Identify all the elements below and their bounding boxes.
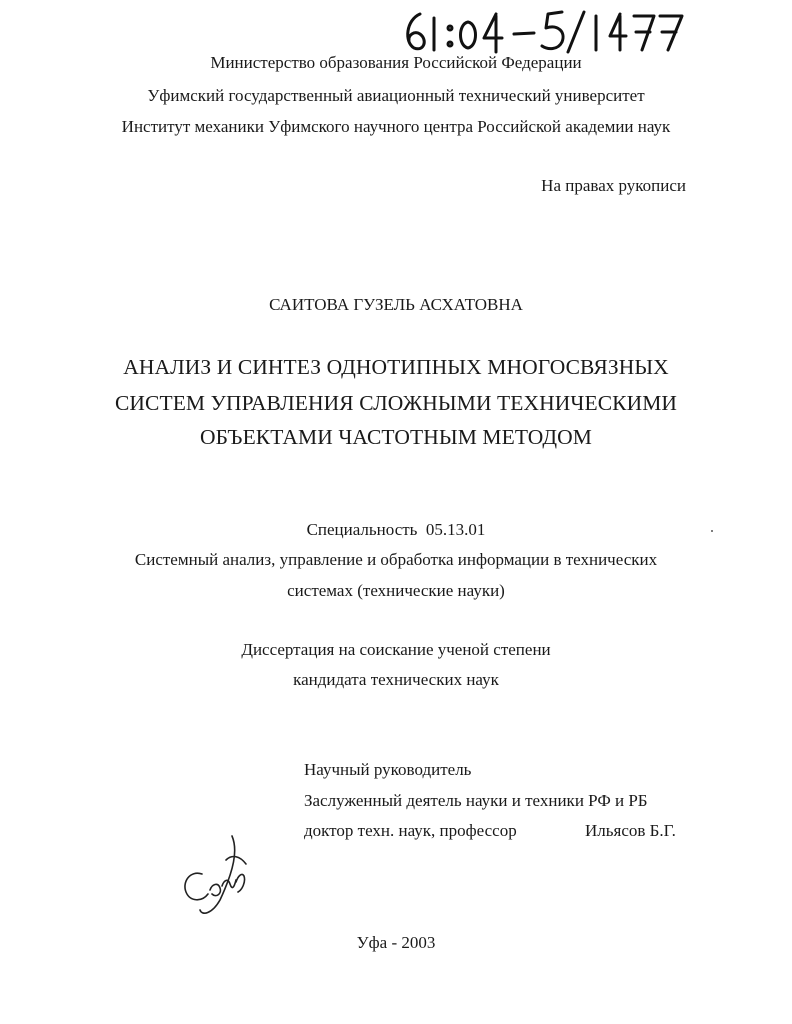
dissertation-title-line-3: ОБЪЕКТАМИ ЧАСТОТНЫМ МЕТОДОМ <box>200 425 592 449</box>
specialty-line <box>0 520 792 540</box>
university-line: Уфимский государственный авиационный технический университет <box>147 86 645 105</box>
supervisor-degree: доктор техн. наук, профессор <box>304 821 517 840</box>
supervisor-heading: Научный руководитель <box>304 760 472 779</box>
supervisor-name: Ильясов Б.Г. <box>585 821 676 840</box>
handwritten-archive-number <box>398 6 698 56</box>
specialty-code: 05.13.01 <box>425 520 486 539</box>
manuscript-rights: На правах рукописи <box>541 176 686 195</box>
specialty-label: Специальность <box>306 520 418 539</box>
scan-speck <box>711 530 713 532</box>
specialty-description-2: системах (технические науки) <box>287 581 505 600</box>
institute-line: Институт механики Уфимского научного центра Российской академии наук <box>121 117 671 136</box>
supervisor-honor: Заслуженный деятель науки и техники РФ и РБ <box>304 791 648 810</box>
dissertation-title-line-2: СИСТЕМ УПРАВЛЕНИЯ СЛОЖНЫМИ ТЕХНИЧЕСКИМИ <box>114 391 678 415</box>
specialty-description-1: Системный анализ, управление и обработка информации в технических <box>134 550 658 569</box>
dissertation-title-line-1: АНАЛИЗ И СИНТЕЗ ОДНОТИПНЫХ МНОГОСВЯЗНЫХ <box>123 355 669 379</box>
author-name: САИТОВА ГУЗЕЛЬ АСХАТОВНА <box>269 295 523 314</box>
handwritten-signature <box>172 830 262 920</box>
dissertation-purpose-1: Диссертация на соискание ученой степени <box>241 640 551 659</box>
dissertation-purpose-2: кандидата технических наук <box>293 670 499 689</box>
place-year: Уфа - 2003 <box>356 933 436 952</box>
ministry-line: Министерство образования Российской Федерации <box>210 53 582 72</box>
